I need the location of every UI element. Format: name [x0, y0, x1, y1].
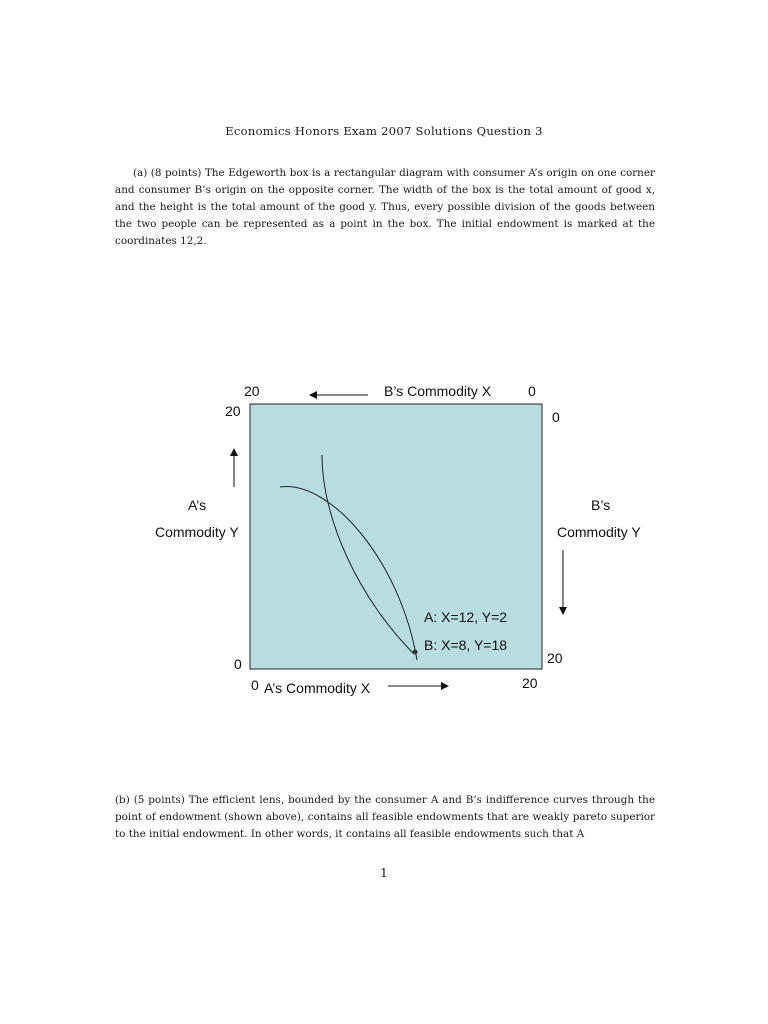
right-top-y-tick: 0 — [552, 409, 560, 425]
edgeworth-box — [250, 404, 542, 669]
part-a-paragraph: (a) (8 points) The Edgeworth box is a rectangular diagram with consumer A’s origin on one corner and consumer B’s origin on the opposite corner. The width of the box is the total amount of good x, and the height is the total amount of the good y. Thus, every possible division of the goods between the two people can be represented as a point in the box. The initial endowment is marked at the coordinates 12,2. — [115, 167, 655, 247]
top-axis-label: B’s Commodity X — [384, 383, 492, 399]
left-axis-label-line2: Commodity Y — [155, 524, 239, 540]
endowment-point — [413, 650, 418, 655]
right-axis-label-line2: Commodity Y — [557, 524, 641, 540]
left-bottom-y-tick: 0 — [234, 656, 242, 672]
bottom-left-x-tick: 0 — [251, 677, 259, 693]
top-left-x-tick: 20 — [244, 383, 260, 399]
bottom-right-x-tick: 20 — [522, 675, 538, 691]
annotation-b: B: X=8, Y=18 — [424, 637, 508, 653]
left-top-y-tick: 20 — [225, 403, 241, 419]
right-axis-label-line1: B’s — [591, 497, 611, 513]
right-bottom-y-tick: 20 — [547, 650, 563, 666]
page-number: 1 — [380, 866, 388, 880]
annotation-a: A: X=12, Y=2 — [424, 609, 508, 625]
left-axis-label-line1: A’s — [188, 497, 207, 513]
page-title: Economics Honors Exam 2007 Solutions Question 3 — [225, 124, 543, 138]
part-b-paragraph: (b) (5 points) The efficient lens, bounded by the consumer A and B’s indifference curves through the point of endowment (shown above), contains all feasible endowments that are weakly pareto superior to the initial endowment. In other words, it contains all feasible endowments such that A — [115, 794, 655, 840]
bottom-axis-label: A’s Commodity X — [264, 680, 371, 696]
top-right-x-tick: 0 — [528, 383, 536, 399]
